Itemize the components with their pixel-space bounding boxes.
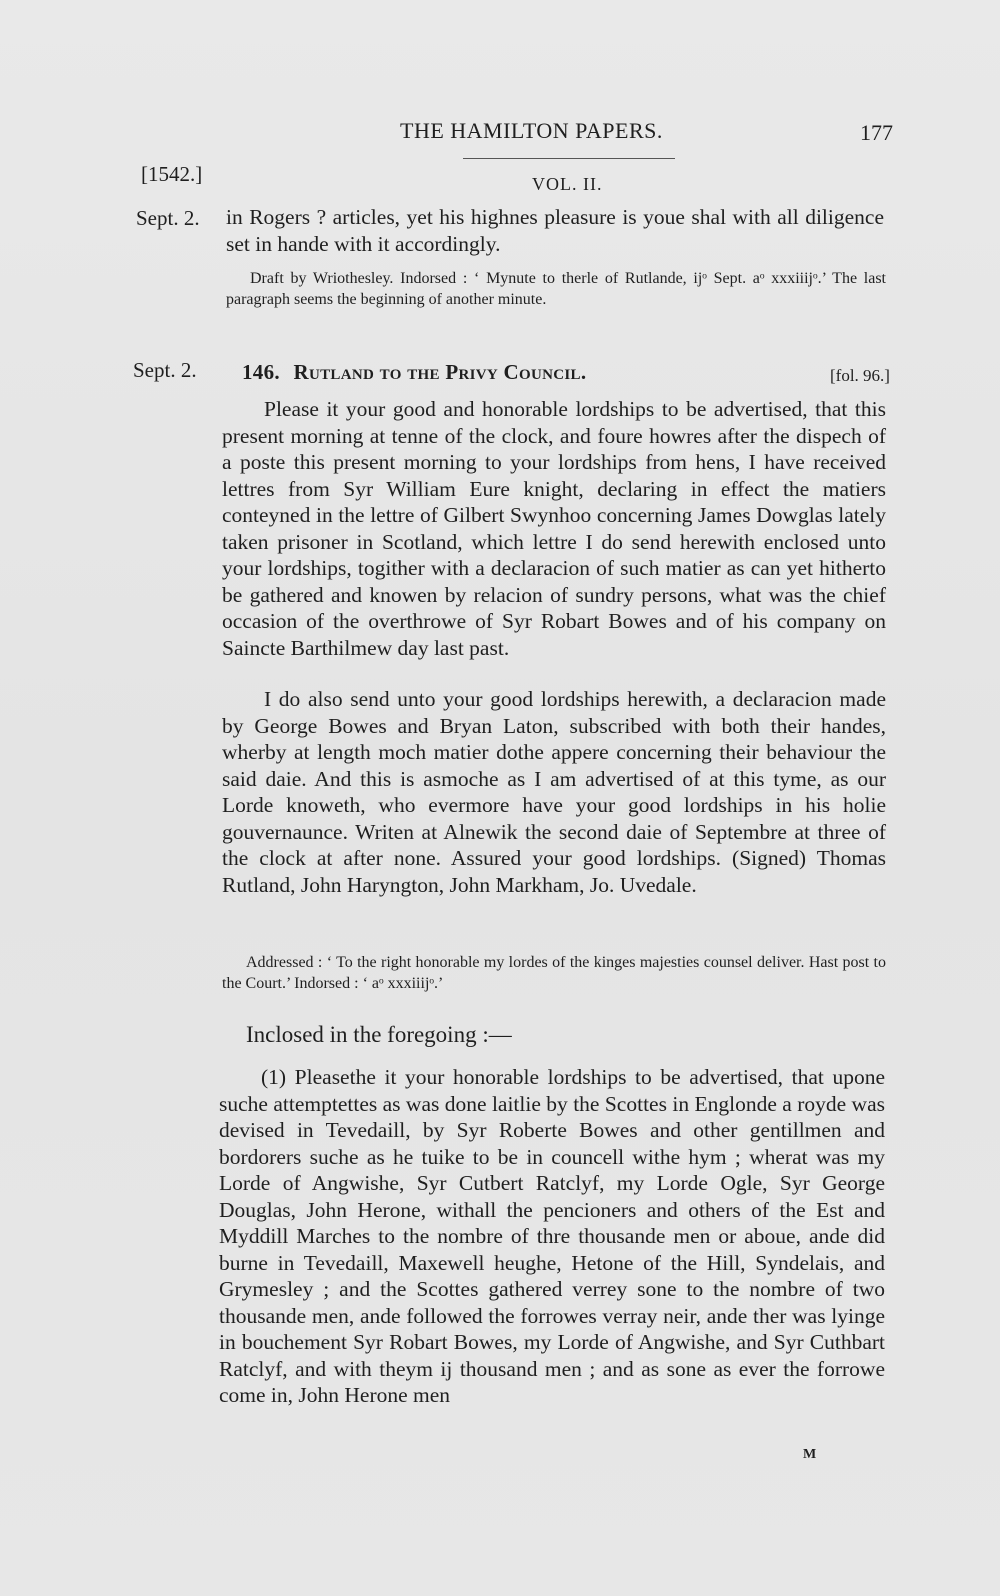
continuation-editorial-note: Draft by Wriothesley. Indorsed : ‘ Mynute to therle of Rutlande, ijᵒ Sept. aᵒ xxxiiijᵒ.’ The last paragraph seems the beginning of another minute. (226, 270, 886, 308)
folio-reference: [fol. 96.] (830, 366, 890, 385)
letter-editorial-note: Addressed : ‘ To the right honorable my lordes of the kinges majesties counsel deliver. Hast post to the Court.’ Indorsed : ‘ aᵒ xxxiiijᵒ.’ (222, 954, 886, 992)
running-title: THE HAMILTON PAPERS. (400, 118, 663, 143)
margin-date-entry-146: Sept. 2. (133, 358, 197, 382)
entry-title: Rutland to the Privy Council. (293, 360, 587, 384)
letter-paragraph-2: I do also send unto your good lordships herewith, a declaracion made by George Bowes and Bryan Laton, subscribed with both their handes, wherby at length moch matier dothe appere concerning their behaviour the said daie. And this is asmoche as I am advertised of at this tyme, as our Lorde knoweth, who evermore have your good lordships in his holie gouvernaunce. Writen at Alnewik the second daie of Septembre at three of the clock at after none. Assured your good lordships. (Signed) Thomas Rutland, John Haryngton, John Markham, Jo. Uvedale. (222, 687, 886, 897)
letter-paragraph-1: Please it your good and honorable lordships to be advertised, that this present morning at tenne of the clock, and foure howres after the dispech of a poste this present morning to your lordships from hens, I have received lettres from Syr William Eure knight, declaring in effect the matiers conteyned in the lettre of Gilbert Swynhoo concerning James Dowglas lately taken prisoner in Scotland, which lettre I do send herewith enclosed unto your lordships, togither with a declaracion of such matier as can yet hitherto be gathered and knowen by relacion of sundry persons, what was the chief occasion of the overthrowe of Syr Robart Bowes and of his company on Saincte Barthilmew day last past. (222, 397, 886, 660)
entry-heading (242, 360, 586, 385)
enclosure-paragraph: (1) Pleasethe it your honorable lordships to be advertised, that upone suche attemptettes as was done laitlie by the Scottes in Englonde a royde was devised in Tevedaill, by Syr Roberte Bowes and other gentillmen and bordorers suche as he tuike to be in councell withe hym ; wherat was my Lorde of Angwishe, Syr Cutbert Ratclyf, my Lorde Ogle, Syr George Douglas, John Herone, withall the pencioners and others of the Est and Myddill Marches to the nombre of thre thousande men or aboue, ande did burne in Tevedaill, Maxewell heughe, Hetone of the Hill, Syndelais, and Grymesley ; and the Scottes gathered verrey sone to the nombre of two thousande men, ande followed the forrowes verray neir, ande ther was lyinge in bouchement Syr Robart Bowes, my Lorde of Angwishe, and Syr Cuthbart Ratclyf, and with theym ij thousand men ; and as sone as ever the forrowe come in, John Herone men (219, 1065, 885, 1407)
entry-number: 146. (242, 360, 280, 384)
enclosure-heading: Inclosed in the foregoing :— (246, 1022, 512, 1047)
continuation-text: in Rogers ? articles, yet his highnes pleasure is youe shal with all diligence set in hande with it accordingly. (226, 205, 884, 256)
header-rule (463, 158, 675, 159)
page-number: 177 (860, 120, 893, 145)
signature-mark: M (803, 1447, 817, 1462)
year-note: [1542.] (141, 162, 203, 186)
volume-label: VOL. II. (532, 174, 603, 194)
margin-date-continuation: Sept. 2. (136, 206, 200, 230)
